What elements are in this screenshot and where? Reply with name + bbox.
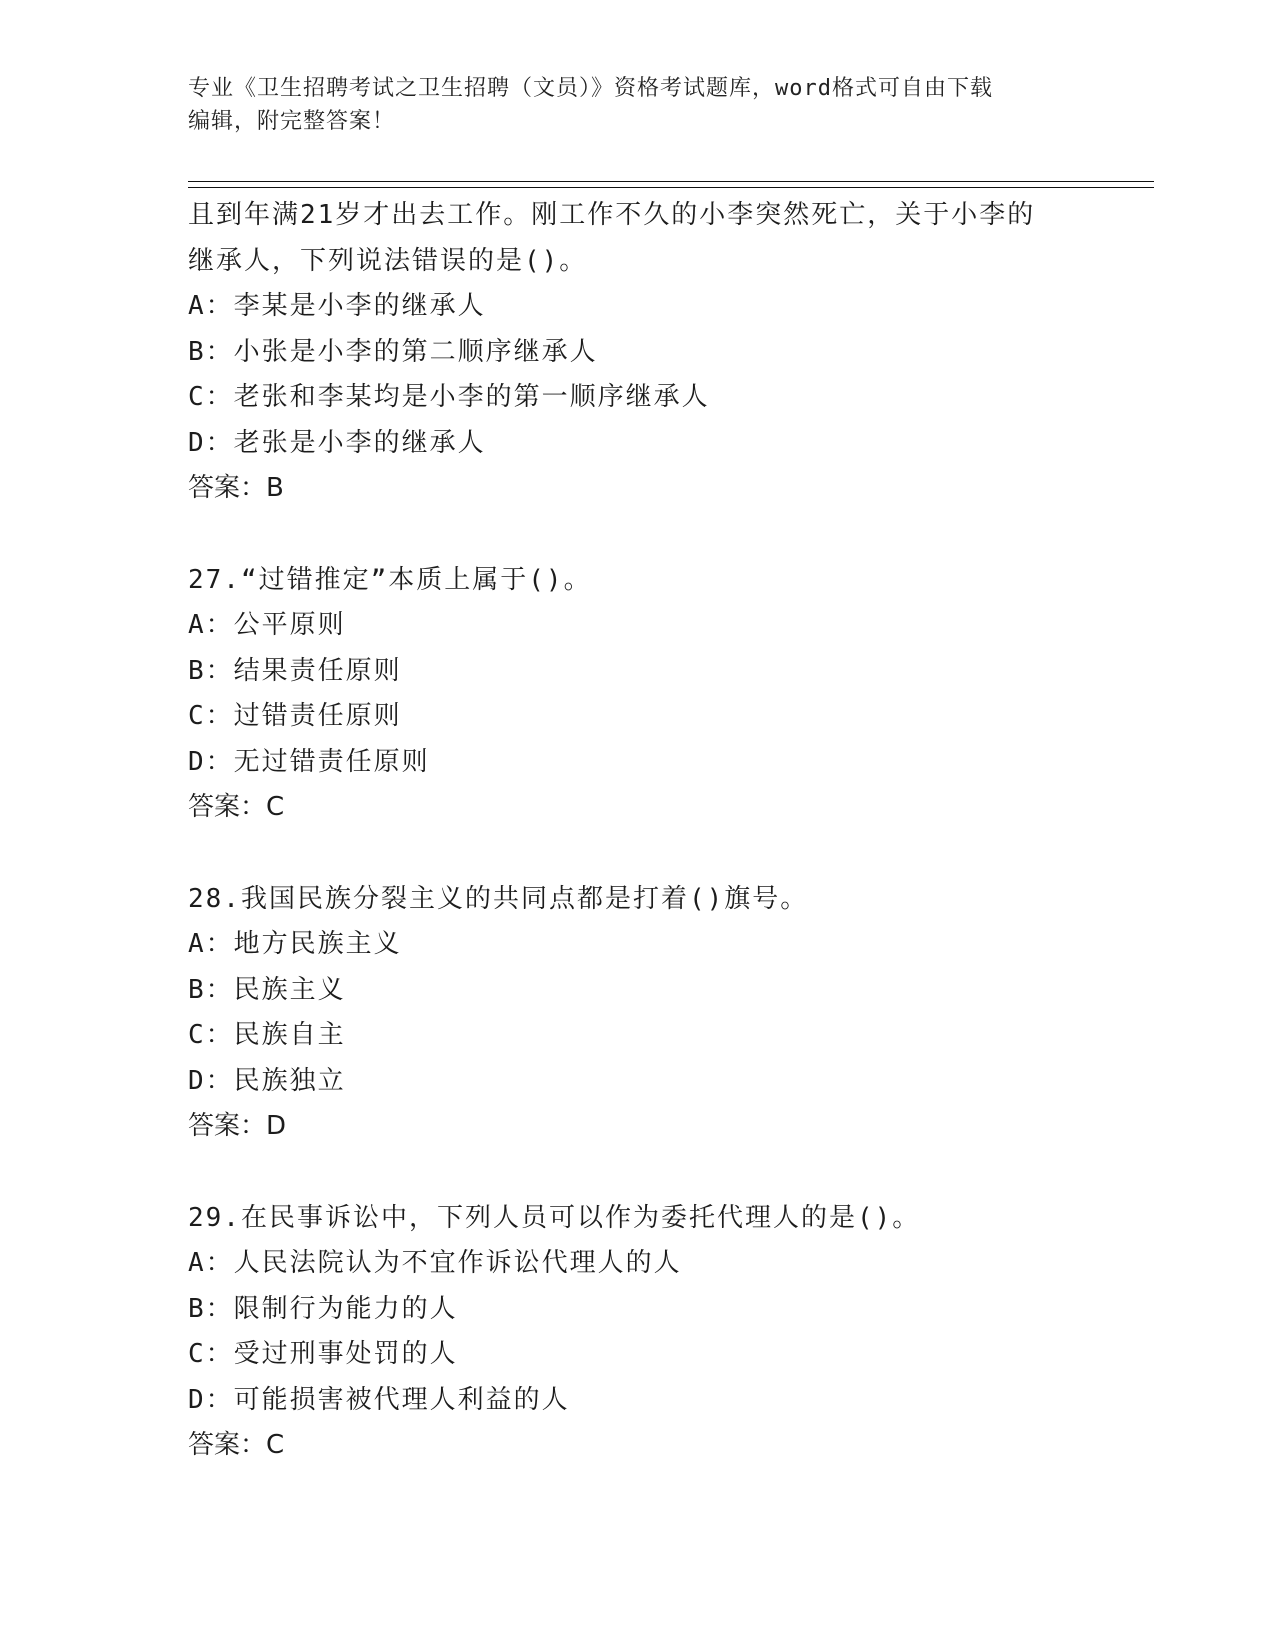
- question-spacer: [188, 831, 1148, 877]
- option-a: A：地方民族主义: [188, 929, 402, 959]
- question-27: [188, 558, 1148, 831]
- option-b: B：小张是小李的第二顺序继承人: [188, 336, 598, 367]
- question-spacer: [188, 1150, 1148, 1196]
- option-c: C：老张和李某均是小李的第一顺序继承人: [188, 382, 710, 412]
- option-b: B：结果责任原则: [188, 655, 402, 686]
- question-stem: 27.“过错推定”本质上属于()。: [188, 564, 592, 595]
- document-header: [188, 72, 1088, 138]
- option-d: D：老张是小李的继承人: [188, 427, 486, 458]
- header-line-1: 专业《卫生招聘考试之卫生招聘（文员）》资格考试题库，word格式可自由下载: [188, 76, 993, 101]
- option-a: A：公平原则: [188, 610, 346, 640]
- answer-line: 答案：C: [188, 792, 285, 822]
- header-divider-bottom: [188, 187, 1154, 188]
- option-d: D：民族独立: [188, 1065, 346, 1096]
- option-c: C：受过刑事处罚的人: [188, 1339, 458, 1369]
- option-b: B：民族主义: [188, 974, 346, 1005]
- question-list: [188, 193, 1148, 1469]
- question-29: [188, 1196, 1148, 1469]
- question-spacer: [188, 512, 1148, 558]
- option-c: C：过错责任原则: [188, 701, 402, 731]
- option-a: A：人民法院认为不宜作诉讼代理人的人: [188, 1248, 682, 1278]
- answer-line: 答案：C: [188, 1430, 285, 1460]
- header-divider-top: [188, 181, 1154, 182]
- question-stem: 29.在民事诉讼中，下列人员可以作为委托代理人的是()。: [188, 1202, 921, 1233]
- option-a: A：李某是小李的继承人: [188, 291, 486, 321]
- header-line-2: 编辑，附完整答案！: [188, 109, 396, 134]
- question-26: [188, 193, 1148, 512]
- option-b: B：限制行为能力的人: [188, 1293, 458, 1324]
- question-stem: 28.我国民族分裂主义的共同点都是打着()旗号。: [188, 883, 809, 914]
- question-stem-line-2: 继承人，下列说法错误的是()。: [188, 245, 588, 276]
- option-d: D：可能损害被代理人利益的人: [188, 1384, 570, 1415]
- answer-line: 答案：B: [188, 473, 284, 503]
- option-d: D：无过错责任原则: [188, 746, 430, 777]
- question-28: [188, 877, 1148, 1150]
- option-c: C：民族自主: [188, 1020, 346, 1050]
- answer-line: 答案：D: [188, 1111, 287, 1141]
- question-stem-line-1: 且到年满21岁才出去工作。刚工作不久的小李突然死亡，关于小李的: [188, 200, 1036, 230]
